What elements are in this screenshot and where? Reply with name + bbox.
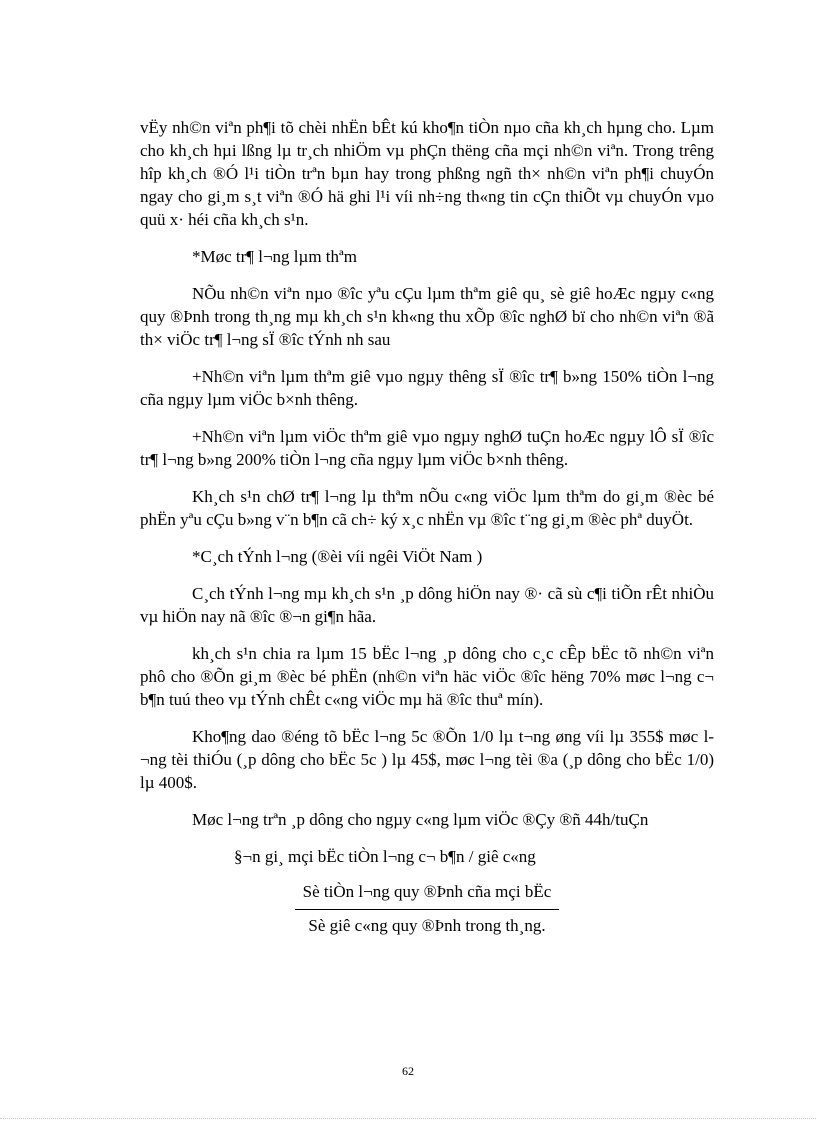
paragraph-workweek: Møc l¬ng trªn ¸p dông cho ngµy c«ng lµm viÖc ®Çy ®ñ 44h/tuÇn: [192, 810, 649, 829]
paragraph-salary-range: Kho¶ng dao ®éng tõ bËc l¬ng 5c ®Õn 1/0 lµ t¬ng øng víi lµ 355$ møc l¬ng tèi thiÓu (¸p dông cho bËc 5c ) lµ 45$, møc l¬ng tèi ®a (¸p dông cho bËc 1/0) lµ 400$.: [140, 727, 714, 792]
page-number: 62: [402, 1064, 414, 1078]
paragraph-holiday-overtime: +Nh©n viªn lµm viÖc thªm giê vµo ngµy nghØ tuÇn hoÆc ngµy lÔ sÏ ®îc tr¶ l¬ng b»ng 200% tiÒn l¬ng cña ngµy lµm viÖc b×nh thêng.: [140, 427, 714, 469]
paragraph-overtime-approval: Kh¸ch s¹n chØ tr¶ l¬ng lµ thªm nÕu c«ng viÖc lµm thªm do gi¸m ®èc bé phËn yªu cÇu b»ng v¨n b¶n cã ch÷ ký x¸c nhËn vµ ®îc t¨ng gi¸m ®èc phª duyÖt.: [140, 487, 714, 529]
heading-salary-calculation: *C¸ch tÝnh l¬ng (®èi víi ngêi ViÖt Nam ): [192, 547, 483, 566]
paragraph-weekday-overtime: +Nh©n viªn lµm thªm giê vµo ngµy thêng sÏ ®îc tr¶ b»ng 150% tiÒn l¬ng cña ngµy lµm viÖc b×nh thêng.: [140, 367, 714, 409]
heading-overtime-pay: *Møc tr¶ l¬ng lµm thªm: [192, 247, 357, 266]
paragraph-salary-grades: kh¸ch s¹n chia ra lµm 15 bËc l¬ng ¸p dông cho c¸c cÊp bËc tõ nh©n viªn phô cho ®Õn gi¸m ®èc bé phËn (nh©n viªn häc viÖc ®îc hëng 70% møc l¬ng c¬ b¶n tuú theo vµ tÝnh chÊt c«ng viÖc mµ hä ®îc thuª mín).: [140, 644, 714, 709]
paragraph-salary-method: C¸ch tÝnh l¬ng mµ kh¸ch s¹n ¸p dông hiÖn nay ®· cã sù c¶i tiÕn rÊt nhiÒu vµ hiÖn nay nã ®îc ®¬n gi¶n hãa.: [140, 584, 714, 626]
paragraph-1: vËy nh©n viªn ph¶i tõ chèi nhËn bÊt kú kho¶n tiÒn nµo cña kh¸ch hµng cho. Lµm cho kh¸ch hµi lßng lµ tr¸ch nhiÖm vµ phÇn thëng cña mçi nh©n viªn. Trong trêng hîp kh¸ch ®Ó l¹i tiÒn trªn bµn hay trong phßng ngñ th× nh©n viªn ph¶i chuyÓn ngay cho gi¸m s¸t viªn ®Ó hä ghi l¹i víi nh÷ng th«ng tin cÇn thiÕt vµ chuyÓn vµo quü x· héi cña kh¸ch s¹n.: [140, 118, 714, 229]
formula-denominator: Sè giê c«ng quy ®Þnh trong th¸ng.: [308, 916, 546, 935]
page-bottom-divider: [0, 1118, 816, 1119]
formula-fraction: [140, 880, 714, 937]
formula-numerator: Sè tiÒn l¬ng quy ®Þnh cña mçi bËc: [295, 880, 560, 910]
paragraph-overtime-rule: NÕu nh©n viªn nµo ®îc yªu cÇu lµm thªm giê qu¸ sè giê hoÆc ngµy c«ng quy ®Þnh trong th¸ng mµ kh¸ch s¹n kh«ng thu xÕp ®îc nghØ bï cho nh©n viªn ®ã th× viÖc tr¶ l¬ng sÏ ®îc tÝnh nh sau: [140, 284, 714, 349]
formula-label: §¬n gi¸ mçi bËc tiÒn l¬ng c¬ b¶n / giê c«ng: [234, 847, 536, 866]
document-body: [140, 116, 714, 937]
